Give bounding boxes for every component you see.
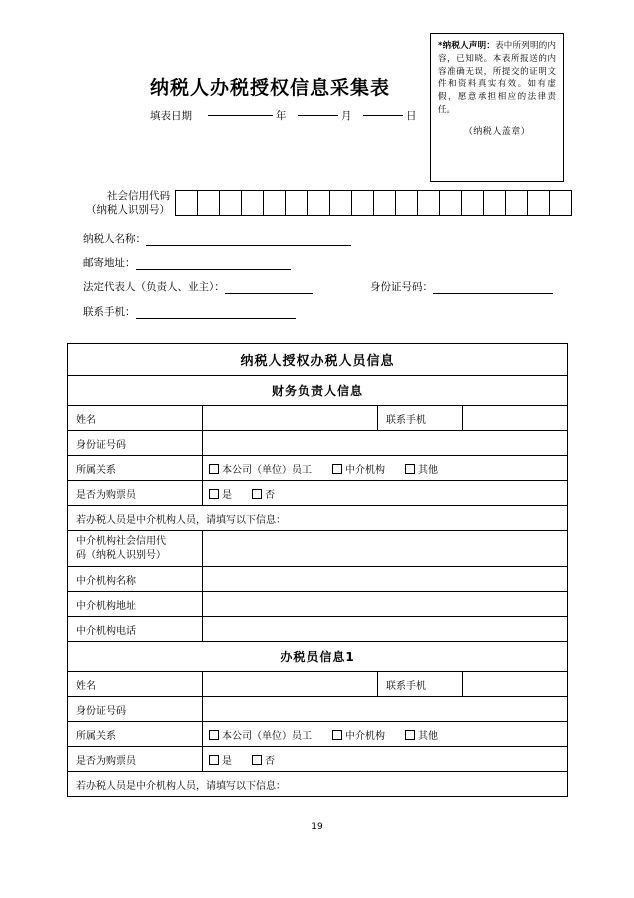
credit-code-label-line1: 社会信用代码 xyxy=(107,191,170,202)
fill-date-day-unit: 日 xyxy=(406,111,417,122)
checkbox-option[interactable] xyxy=(332,727,385,742)
checkbox-label: 本公司（单位）员工 xyxy=(222,464,312,476)
options-cell[interactable] xyxy=(203,747,568,772)
options-cell[interactable] xyxy=(203,481,568,506)
fill-date-month-unit: 月 xyxy=(341,111,352,122)
table-row xyxy=(68,592,568,617)
note-text: 若办税人员是中介机构人员，请填写以下信息： xyxy=(68,772,568,797)
fill-date-day-line[interactable] xyxy=(363,115,403,116)
credit-code-cell[interactable] xyxy=(373,190,396,216)
options-cell[interactable] xyxy=(203,456,568,481)
legal-representative-input-line[interactable] xyxy=(225,280,313,294)
checkbox-icon[interactable] xyxy=(405,464,415,474)
fill-date-label: 填表日期 xyxy=(150,111,192,122)
taxpayer-name-input-line[interactable] xyxy=(146,232,351,246)
mailing-address-input-line[interactable] xyxy=(136,256,291,270)
row-label: 所属关系 xyxy=(68,722,203,747)
name-input-cell[interactable] xyxy=(203,406,378,431)
fill-date-year-unit: 年 xyxy=(276,111,287,122)
checkbox-label: 是 xyxy=(222,755,232,767)
value-input-cell[interactable] xyxy=(203,567,568,592)
fill-date-row xyxy=(120,104,420,124)
section-heading-row xyxy=(68,642,568,672)
table-note-row xyxy=(68,506,568,531)
checkbox-label: 其他 xyxy=(418,730,438,742)
table-row xyxy=(68,567,568,592)
checkbox-icon[interactable] xyxy=(405,730,415,740)
section-heading: 办税员信息1 xyxy=(68,642,568,672)
checkbox-label: 其他 xyxy=(418,464,438,476)
row-label: 身份证号码 xyxy=(68,697,203,722)
contact-mobile-input-line[interactable] xyxy=(136,305,296,319)
table-title: 纳税人授权办税人员信息 xyxy=(68,344,568,376)
page-number: 19 xyxy=(311,822,323,832)
contact-mobile-field[interactable] xyxy=(83,304,296,319)
table-row xyxy=(68,747,568,772)
credit-code-cell[interactable] xyxy=(175,190,198,216)
declaration-seal-note: （纳税人盖章） xyxy=(463,126,531,137)
credit-code-cell[interactable] xyxy=(505,190,528,216)
credit-code-cell[interactable] xyxy=(439,190,462,216)
legal-representative-field[interactable] xyxy=(83,279,313,294)
table-row xyxy=(68,697,568,722)
credit-code-cell[interactable] xyxy=(219,190,242,216)
value-input-cell[interactable] xyxy=(203,592,568,617)
credit-code-input-boxes[interactable] xyxy=(175,190,571,216)
checkbox-label: 本公司（单位）员工 xyxy=(222,730,312,742)
checkbox-label: 否 xyxy=(265,755,275,767)
credit-code-cell[interactable] xyxy=(549,190,572,216)
table-row xyxy=(68,672,568,697)
checkbox-icon[interactable] xyxy=(252,489,262,499)
value-input-cell[interactable] xyxy=(203,617,568,642)
checkbox-option[interactable] xyxy=(252,752,275,767)
mailing-address-field[interactable] xyxy=(83,255,291,270)
page-title: 纳税人办税授权信息采集表 xyxy=(149,77,390,99)
checkbox-option[interactable] xyxy=(209,752,232,767)
table-row xyxy=(68,722,568,747)
row-label-line1: 中介机构社会信用代 xyxy=(76,536,166,547)
declaration-body: 表中所列明的内容，已知晓。本表所报送的内容准确无误，所提交的证明文件和资料真实有效。如有虚假，愿意承担相应的法律责任。 xyxy=(438,41,556,115)
table-row xyxy=(68,617,568,642)
row-label: 中介机构名称 xyxy=(68,567,203,592)
row-label: 身份证号码 xyxy=(68,431,203,456)
row-label: 中介机构电话 xyxy=(68,617,203,642)
section-heading-row xyxy=(68,376,568,406)
table-note-row xyxy=(68,772,568,797)
phone-input-cell[interactable] xyxy=(463,406,568,431)
table-row xyxy=(68,431,568,456)
checkbox-option[interactable] xyxy=(405,727,438,742)
credit-code-cell[interactable] xyxy=(329,190,352,216)
row-label: 联系手机 xyxy=(378,672,463,697)
checkbox-label: 中介机构 xyxy=(345,730,385,742)
taxpayer-declaration-box xyxy=(430,33,564,182)
value-input-cell[interactable] xyxy=(203,697,568,722)
credit-code-label xyxy=(78,190,170,218)
table-row xyxy=(68,406,568,431)
credit-code-cell[interactable] xyxy=(527,190,550,216)
row-label: 联系手机 xyxy=(378,406,463,431)
legal-rep-id-input-line[interactable] xyxy=(433,280,553,294)
row-label-line2: 码（纳税人识别号） xyxy=(76,549,166,561)
checkbox-option[interactable] xyxy=(252,486,275,501)
checkbox-icon[interactable] xyxy=(332,464,342,474)
credit-code-cell[interactable] xyxy=(307,190,330,216)
checkbox-label: 中介机构 xyxy=(345,464,385,476)
checkbox-option[interactable] xyxy=(209,486,232,501)
fill-date-month-line[interactable] xyxy=(298,115,338,116)
checkbox-option[interactable] xyxy=(209,727,312,742)
legal-rep-id-label: 身份证号码： xyxy=(370,282,433,293)
taxpayer-name-label: 纳税人名称： xyxy=(83,234,146,245)
checkbox-option[interactable] xyxy=(209,461,312,476)
legal-rep-id-field[interactable] xyxy=(370,279,553,294)
row-label: 是否为购票员 xyxy=(68,481,203,506)
options-cell[interactable] xyxy=(203,722,568,747)
checkbox-icon[interactable] xyxy=(209,730,219,740)
checkbox-label: 是 xyxy=(222,489,232,501)
authorized-personnel-table xyxy=(67,343,568,797)
mailing-address-label: 邮寄地址： xyxy=(83,258,136,269)
checkbox-label: 否 xyxy=(265,489,275,501)
checkbox-option[interactable] xyxy=(332,461,385,476)
checkbox-icon[interactable] xyxy=(209,464,219,474)
name-input-cell[interactable] xyxy=(203,672,378,697)
table-row xyxy=(68,531,568,567)
credit-code-cell[interactable] xyxy=(197,190,220,216)
row-label: 是否为购票员 xyxy=(68,747,203,772)
note-text: 若办税人员是中介机构人员，请填写以下信息： xyxy=(68,506,568,531)
fill-date-year-line[interactable] xyxy=(208,115,273,116)
table-title-row xyxy=(68,344,568,376)
table-row xyxy=(68,456,568,481)
phone-input-cell[interactable] xyxy=(463,672,568,697)
credit-code-cell[interactable] xyxy=(483,190,506,216)
value-input-cell[interactable] xyxy=(203,431,568,456)
taxpayer-name-field[interactable] xyxy=(83,231,351,246)
row-label: 中介机构地址 xyxy=(68,592,203,617)
credit-code-cell[interactable] xyxy=(241,190,264,216)
credit-code-cell[interactable] xyxy=(395,190,418,216)
section-heading: 财务负责人信息 xyxy=(68,376,568,406)
checkbox-icon[interactable] xyxy=(209,489,219,499)
row-label: 姓名 xyxy=(68,406,203,431)
table-row xyxy=(68,481,568,506)
credit-code-cell[interactable] xyxy=(285,190,308,216)
credit-code-label-line2: （纳税人识别号） xyxy=(86,205,170,217)
value-input-cell[interactable] xyxy=(203,531,568,567)
contact-mobile-label: 联系手机： xyxy=(83,307,136,318)
checkbox-option[interactable] xyxy=(405,461,438,476)
row-label: 所属关系 xyxy=(68,456,203,481)
row-label: 姓名 xyxy=(68,672,203,697)
checkbox-icon[interactable] xyxy=(209,755,219,765)
row-label xyxy=(68,531,203,567)
credit-code-cell[interactable] xyxy=(461,190,484,216)
legal-representative-label: 法定代表人（负责人、业主）： xyxy=(83,282,225,293)
credit-code-cell[interactable] xyxy=(417,190,440,216)
credit-code-cell[interactable] xyxy=(263,190,286,216)
checkbox-icon[interactable] xyxy=(252,755,262,765)
checkbox-icon[interactable] xyxy=(332,730,342,740)
declaration-label: *纳税人声明： xyxy=(438,41,496,51)
credit-code-cell[interactable] xyxy=(351,190,374,216)
